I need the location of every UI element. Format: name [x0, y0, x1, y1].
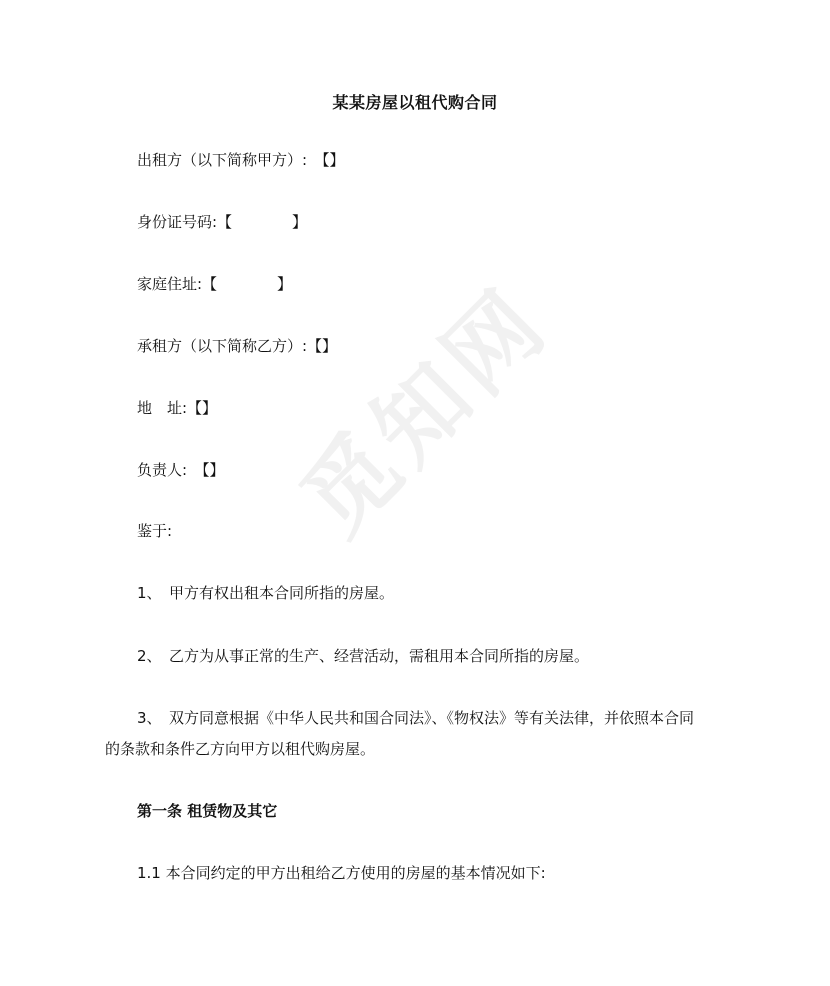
whereas-item-3-continued: 的条款和条件乙方向甲方以租代购房屋。 — [105, 740, 376, 758]
whereas-item-1: 1、 甲方有权出租本合同所指的房屋。 — [137, 584, 395, 602]
home-address-line: 家庭住址:【 】 — [137, 275, 293, 293]
lessor-line: 出租方（以下简称甲方）: 【】 — [137, 151, 345, 169]
watermark: 觅知网 — [281, 267, 570, 556]
whereas-item-3: 3、 双方同意根据《中华人民共和国合同法》、《物权法》等有关法律，并依照本合同 — [137, 709, 695, 727]
whereas-heading: 鉴于: — [137, 522, 173, 540]
id-number-line: 身份证号码:【 】 — [137, 213, 308, 231]
lessee-line: 承租方（以下简称乙方）:【】 — [137, 337, 338, 355]
whereas-item-2: 2、 乙方为从事正常的生产、经营活动，需租用本合同所指的房屋。 — [137, 647, 590, 665]
responsible-person-line: 负责人: 【】 — [137, 461, 225, 479]
document-title: 某某房屋以租代购合同 — [332, 93, 498, 112]
address-line: 地 址:【】 — [137, 399, 218, 417]
article-1-heading: 第一条 租赁物及其它 — [137, 802, 278, 820]
clause-1-1: 1.1 本合同约定的甲方出租给乙方使用的房屋的基本情况如下: — [137, 864, 546, 882]
